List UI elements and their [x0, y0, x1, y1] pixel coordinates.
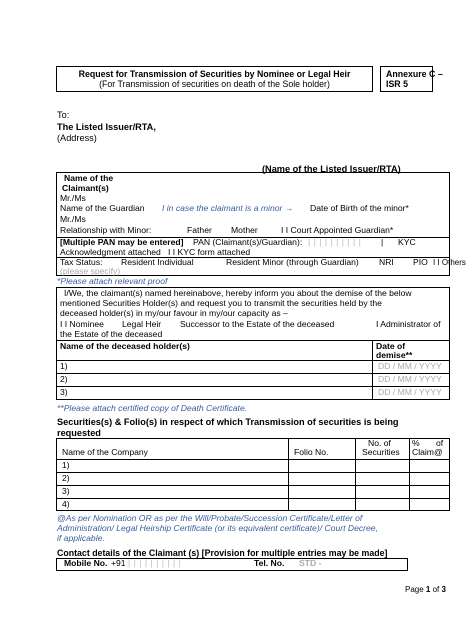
claim-header: Claim@ [412, 447, 443, 457]
pan-multiple-note: [Multiple PAN may be entered] [60, 237, 184, 247]
divider [56, 485, 450, 486]
securities-heading-1: Securities(s) & Folio(s) in respect of which Transmission of securities is being [57, 417, 399, 427]
pan-separator: | [381, 237, 384, 247]
page-prefix: Page [405, 585, 424, 594]
claim-pct-header-1: % [412, 438, 420, 448]
demise-date-input[interactable]: DD / MM / YYYY [378, 387, 442, 397]
death-certificate-note: **Please attach certified copy of Death Certificate. [57, 403, 248, 413]
deceased-row-number: 2) [60, 374, 68, 384]
form-subtitle: (For Transmission of securities on death of the Sole holder) [99, 79, 330, 89]
nomination-note-1: @As per Nomination OR as per the Will/Probate/Succession Certificate/Letter of [57, 513, 363, 523]
divider [288, 438, 289, 511]
guardian-label: Name of the Guardian [60, 203, 145, 213]
demise-date-input[interactable]: DD / MM / YYYY [378, 374, 442, 384]
page-total: 3 [441, 585, 446, 594]
claim-pct-header-2: of [436, 438, 444, 448]
declaration-line-3: deceased holder(s) in my/our favour in my/our capacity as – [60, 308, 288, 318]
form-title: Request for Transmission of Securities by Nominee or Legal Heir [78, 69, 351, 79]
divider [56, 498, 450, 499]
nomination-note-2: Administration/ Legal Heirship Certificate (or its equivalent certificate)/ Court Decree, [57, 523, 378, 533]
issuer-label: The Listed Issuer/RTA, [57, 122, 156, 132]
tax-pio[interactable]: PIO [413, 257, 428, 267]
capacity-successor[interactable]: Successor to the Estate of the deceased [180, 319, 335, 329]
demise-date-header-1: Date of [376, 341, 406, 351]
kyc-form-attached[interactable]: I I KYC form attached [168, 247, 251, 257]
issuer-name-label: (Name of the Listed Issuer/RTA) [262, 164, 401, 174]
mobile-prefix: +91 [111, 558, 126, 568]
deceased-row-number: 3) [60, 387, 68, 397]
tel-label: Tel. No. [254, 558, 285, 568]
folio-header: Folio No. [294, 447, 329, 457]
mobile-input-boxes[interactable]: | | | | | | | | | | [128, 558, 182, 568]
dob-label: Date of Birth of the minor* [310, 203, 409, 213]
divider [372, 340, 373, 400]
demise-date-input[interactable]: DD / MM / YYYY [378, 361, 442, 371]
page-number: 1 [425, 585, 431, 594]
declaration-line-2: mentioned Securities Holder(s) and request you to transmit the securities held by the [60, 298, 382, 308]
annexure-box [380, 66, 443, 92]
ack-attached[interactable]: Acknowledgment attached [60, 247, 161, 257]
contact-row [56, 558, 408, 571]
tax-nri[interactable]: NRI [379, 257, 394, 267]
tax-resident-minor[interactable]: Resident Minor (through Guardian) [226, 257, 359, 267]
address-label: (Address) [57, 133, 97, 143]
guardian-note: I in case the claimant is a minor → [162, 203, 294, 213]
deceased-name-header: Name of the deceased holder(s) [60, 341, 190, 351]
please-specify: (please specify) [60, 266, 121, 276]
securities-count-header-1: No. of [368, 438, 391, 448]
guardian-mr-ms[interactable]: Mr./Ms [60, 214, 86, 224]
claimant-name-label-1: Name of the [64, 173, 114, 183]
capacity-nominee[interactable]: I I Nominee [60, 319, 104, 329]
mobile-label: Mobile No. [64, 558, 108, 568]
annexure-label: Annexure C – [386, 69, 443, 79]
deceased-row-number: 1) [60, 361, 68, 371]
claimant-name-label-2: Claimant(s) [62, 183, 109, 193]
securities-row-number: 3) [62, 486, 70, 496]
contact-heading: Contact details of the Claimant (s) [Provision for multiple entries may be made] [57, 548, 388, 558]
nomination-note-3: if applicable. [57, 533, 105, 543]
relationship-mother[interactable]: Mother [231, 225, 258, 235]
claimant-mr-ms[interactable]: Mr./Ms [60, 193, 86, 203]
tax-resident[interactable]: Resident Individual [121, 257, 194, 267]
securities-row-number: 2) [62, 473, 70, 483]
title-box [56, 66, 373, 92]
divider [409, 438, 410, 511]
annexure-code: ISR 5 [386, 79, 409, 89]
std-input[interactable]: STD - [299, 558, 322, 568]
securities-row-number: 1) [62, 460, 70, 470]
declaration-line-5: the Estate of the deceased [60, 329, 163, 339]
page-indicator [405, 585, 446, 594]
attach-proof-note: *Please attach relevant proof [57, 276, 168, 286]
page-of: of [432, 585, 440, 594]
tax-others[interactable]: I I Others [433, 258, 466, 267]
pan-label: PAN (Claimant(s)/Guardian): [193, 237, 303, 247]
divider [56, 459, 450, 460]
divider [56, 472, 450, 473]
relationship-label: Relationship with Minor: [60, 225, 152, 235]
capacity-legal-heir[interactable]: Legal Heir [122, 319, 162, 329]
capacity-administrator[interactable]: I Administrator of [376, 319, 441, 329]
securities-heading-2: requested [57, 428, 101, 438]
to-label: To: [57, 110, 70, 120]
securities-count-header-2: Securities [362, 447, 400, 457]
demise-date-header-2: demise** [376, 350, 413, 360]
relationship-court[interactable]: I I Court Appointed Guardian* [281, 225, 394, 235]
relationship-father[interactable]: Father [187, 225, 212, 235]
divider [355, 438, 356, 511]
declaration-line-1: I/We, the claimant(s) named hereinabove, hereby inform you about the demise of the below [64, 288, 412, 298]
tax-status-label: Tax Status: [60, 257, 103, 267]
pan-input-boxes[interactable]: | | | | | | | | | | [308, 237, 362, 247]
kyc-label: KYC [398, 237, 416, 247]
securities-row-number: 4) [62, 499, 70, 509]
company-header: Name of the Company [62, 447, 148, 457]
